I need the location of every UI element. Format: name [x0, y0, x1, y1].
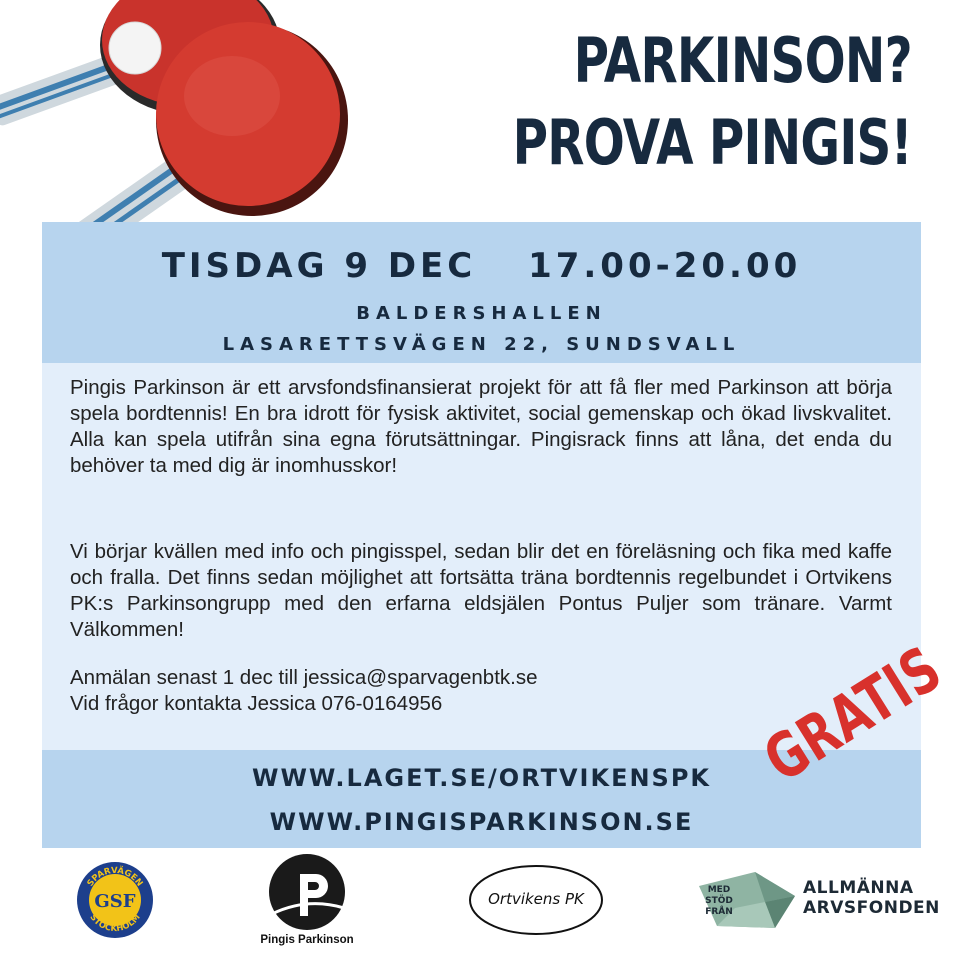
arv-name — [803, 878, 940, 918]
allmanna-arvsfonden-logo — [695, 868, 940, 934]
event-venue: BALDERSHALLEN — [356, 303, 607, 324]
contact-line: Vid frågor kontakta Jessica 076-0164956 — [70, 692, 443, 715]
description-panel — [42, 363, 921, 750]
event-datetime — [42, 246, 921, 286]
headline-line-1: PARKINSON? — [573, 24, 912, 97]
arv-stod: STÖD — [705, 896, 733, 906]
sgf-letters: GSF — [94, 891, 136, 912]
sgf-bottom-text: STOCKHOLM — [87, 912, 143, 935]
event-info-band — [42, 222, 921, 363]
gratis-badge: GRATIS — [751, 631, 955, 797]
signup-line: Anmälan senast 1 dec till jessica@sparvagenbtk.se — [70, 666, 538, 689]
headline — [400, 24, 912, 179]
event-venue-block — [42, 298, 921, 360]
arv-line-1: ALLMÄNNA — [803, 878, 914, 898]
arv-med: MED — [707, 885, 731, 895]
sparvagen-logo — [76, 861, 154, 939]
arv-line-2: ARVSFONDEN — [803, 898, 940, 918]
pingis-parkinson-logo — [252, 852, 362, 952]
contact-info — [70, 665, 892, 717]
event-time: 17.00-20.00 — [528, 246, 802, 286]
description-paragraph-1: Pingis Parkinson är ett arvsfondsfinansierat projekt för att få fler med Parkinson att börja spela bordtennis! En bra idrott för fysisk aktivitet, social gemenskap och ökad livskvalitet. Alla kan spela utifrån sina egna förutsättningar. Pingisrack finns att låna, det enda du behöver ta med dig är inomhusskor! — [70, 376, 892, 477]
pingis-parkinson-label: Pingis Parkinson — [260, 934, 354, 946]
ping-pong-paddles-illustration — [0, 0, 360, 260]
ortviken-logo — [466, 862, 606, 938]
link-laget[interactable]: WWW.LAGET.SE/ORTVIKENSPK — [251, 764, 712, 792]
sgf-top-text: SPARVÄGEN — [85, 865, 145, 889]
ortviken-label: Ortvikens PK — [488, 890, 584, 908]
description-paragraph-2: Vi börjar kvällen med info och pingisspel, sedan blir det en föreläsning och fika med kaffe och fralla. Det finns sedan möjlighet att fortsätta träna bordtennis regelbundet i Ortvikens PK:s Parkinsongrupp med den erfarna eldsjälen Pontus Puljer som tränare. Varmt Välkommen! — [70, 540, 892, 641]
event-date: TISDAG 9 DEC — [161, 246, 477, 286]
headline-line-2: PROVA PINGIS! — [512, 106, 912, 179]
arv-fran: FRÅN — [705, 907, 733, 917]
event-address: LASARETTSVÄGEN 22, SUNDSVALL — [222, 334, 741, 355]
link-pingisparkinson[interactable]: WWW.PINGISPARKINSON.SE — [269, 808, 694, 836]
ping-pong-ball — [109, 22, 161, 74]
